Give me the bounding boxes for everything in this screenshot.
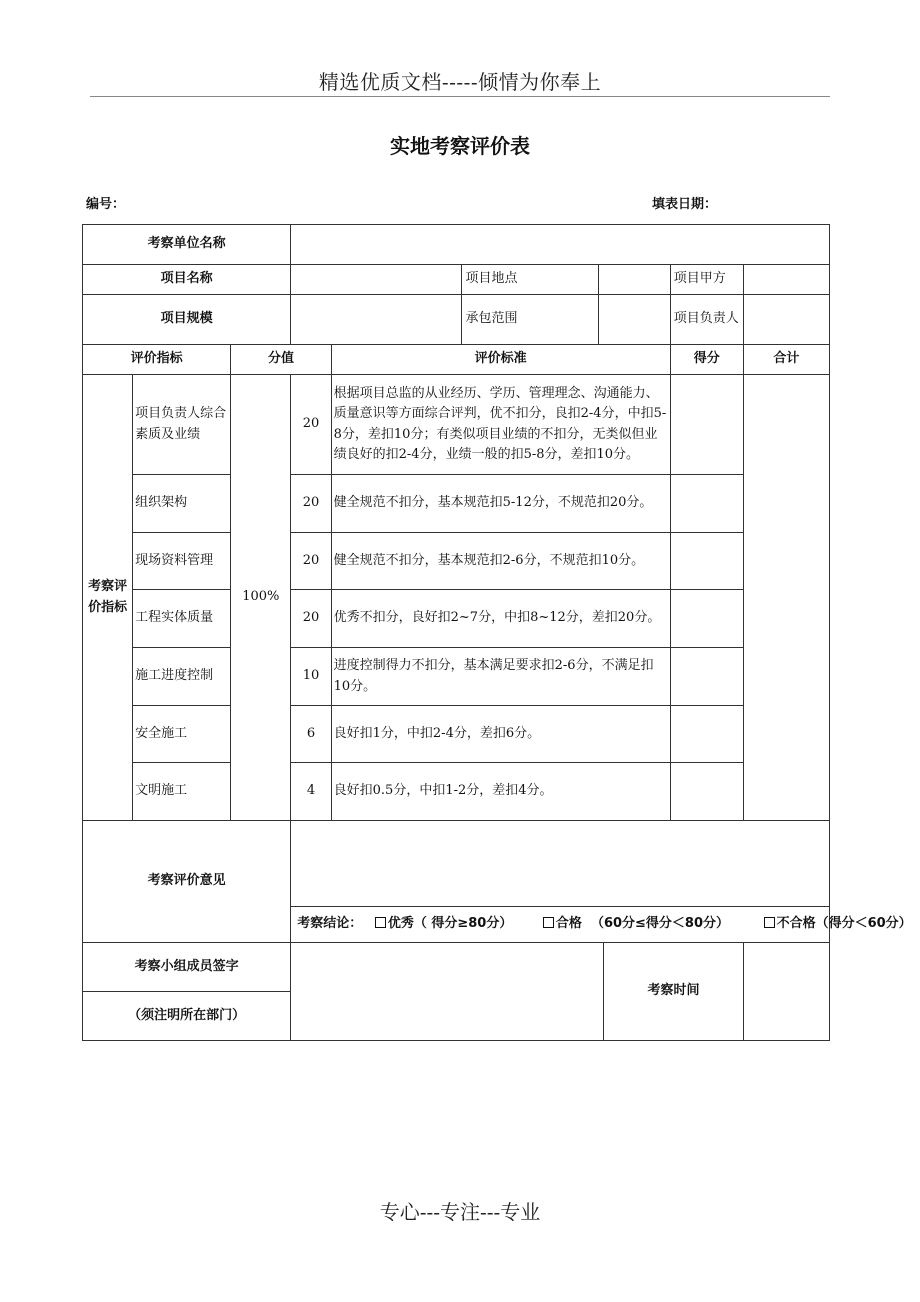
item-points: 10	[291, 648, 331, 706]
evaluation-item-row	[83, 590, 830, 648]
option-fail[interactable]: 不合格（得分＜60分）	[764, 914, 912, 934]
item-criteria: 根据项目总监的从业经历、学历、管理理念、沟通能力、质量意识等方面综合评判，优不扣分，良扣2-4分，中扣5-8分，差扣10分；有类似项目业绩的不扣分，无类似但业绩良好的扣2-4分，业绩一般的扣5-8分，差扣10分。	[331, 375, 670, 475]
project-name-label: 项目名称	[83, 265, 291, 295]
item-points: 20	[291, 475, 331, 533]
evaluation-item-row	[83, 763, 830, 821]
item-points: 20	[291, 375, 331, 475]
item-criteria: 健全规范不扣分，基本规范扣5-12分，不规范扣20分。	[331, 475, 670, 533]
project-manager-label: 项目负责人	[670, 295, 743, 345]
evaluation-form-table	[82, 224, 912, 1041]
evaluation-item-row	[83, 706, 830, 763]
criteria-header: 评价标准	[331, 345, 670, 375]
item-criteria: 良好扣0.5分，中扣1-2分，差扣4分。	[331, 763, 670, 821]
item-score-field[interactable]	[670, 475, 743, 533]
indicator-group-label: 考察评价指标	[83, 375, 133, 821]
project-scale-field[interactable]	[291, 295, 462, 345]
item-name: 现场资料管理	[133, 533, 231, 590]
item-score-field[interactable]	[670, 375, 743, 475]
evaluation-item-row	[83, 533, 830, 590]
project-location-label: 项目地点	[462, 265, 598, 295]
opinion-field[interactable]	[291, 821, 830, 907]
item-criteria: 进度控制得力不扣分，基本满足要求扣2-6分，不满足扣10分。	[331, 648, 670, 706]
score-header: 得分	[670, 345, 743, 375]
project-location-field[interactable]	[598, 265, 670, 295]
item-name: 组织架构	[133, 475, 231, 533]
item-score-field[interactable]	[670, 763, 743, 821]
item-name: 文明施工	[133, 763, 231, 821]
evaluation-header-row	[83, 345, 830, 375]
weight-value: 100%	[231, 375, 291, 821]
score-value-header: 分值	[231, 345, 331, 375]
item-name: 工程实体质量	[133, 590, 231, 648]
unit-name-row	[83, 225, 830, 265]
item-criteria: 良好扣1分，中扣2-4分，差扣6分。	[331, 706, 670, 763]
project-owner-field[interactable]	[743, 265, 829, 295]
fill-date-label: 填表日期：	[652, 197, 718, 212]
header-divider	[90, 96, 830, 97]
inspection-time-field[interactable]	[743, 943, 829, 1041]
inspection-time-label: 考察时间	[604, 943, 744, 1041]
total-field[interactable]	[743, 375, 829, 821]
checkbox-icon[interactable]	[543, 917, 554, 928]
item-score-field[interactable]	[670, 533, 743, 590]
page-footer: 专心---专注---专业	[379, 1200, 541, 1224]
signature-field[interactable]	[291, 943, 604, 1041]
total-header: 合计	[743, 345, 829, 375]
checkbox-icon[interactable]	[375, 917, 386, 928]
page-header: 精选优质文档-----倾情为你奉上	[318, 70, 602, 94]
item-points: 20	[291, 590, 331, 648]
signature-row	[83, 943, 830, 992]
item-criteria: 优秀不扣分，良好扣2~7分，中扣8~12分，差扣20分。	[331, 590, 670, 648]
item-name: 项目负责人综合素质及业绩	[133, 375, 231, 475]
project-name-field[interactable]	[291, 265, 462, 295]
option-pass[interactable]: 合格 （60分≤得分＜80分）	[543, 914, 729, 934]
project-scale-label: 项目规模	[83, 295, 291, 345]
item-score-field[interactable]	[670, 590, 743, 648]
signature-label: 考察小组成员签字	[83, 943, 291, 992]
checkbox-icon[interactable]	[764, 917, 775, 928]
project-scale-row	[83, 295, 830, 345]
opinion-label: 考察评价意见	[83, 821, 291, 943]
department-note: （须注明所在部门）	[83, 992, 291, 1041]
conclusion-label: 考察结论：	[297, 916, 363, 932]
unit-name-field[interactable]	[291, 225, 830, 265]
indicator-header: 评价指标	[83, 345, 231, 375]
project-name-row	[83, 265, 830, 295]
item-score-field[interactable]	[670, 706, 743, 763]
evaluation-item-row	[83, 648, 830, 706]
form-title: 实地考察评价表	[390, 134, 530, 158]
serial-number-label: 编号：	[86, 197, 126, 212]
opinion-row	[83, 821, 830, 907]
option-excellent[interactable]: 优秀（ 得分≥80分）	[375, 914, 513, 934]
project-owner-label: 项目甲方	[670, 265, 743, 295]
unit-name-label: 考察单位名称	[83, 225, 291, 265]
contract-scope-label: 承包范围	[462, 295, 598, 345]
item-points: 4	[291, 763, 331, 821]
item-points: 6	[291, 706, 331, 763]
contract-scope-field[interactable]	[598, 295, 670, 345]
evaluation-item-row	[83, 375, 830, 475]
project-manager-field[interactable]	[743, 295, 829, 345]
item-name: 安全施工	[133, 706, 231, 763]
evaluation-item-row	[83, 475, 830, 533]
item-points: 20	[291, 533, 331, 590]
item-name: 施工进度控制	[133, 648, 231, 706]
item-criteria: 健全规范不扣分，基本规范扣2-6分，不规范扣10分。	[331, 533, 670, 590]
item-score-field[interactable]	[670, 648, 743, 706]
conclusion-options	[291, 907, 912, 943]
